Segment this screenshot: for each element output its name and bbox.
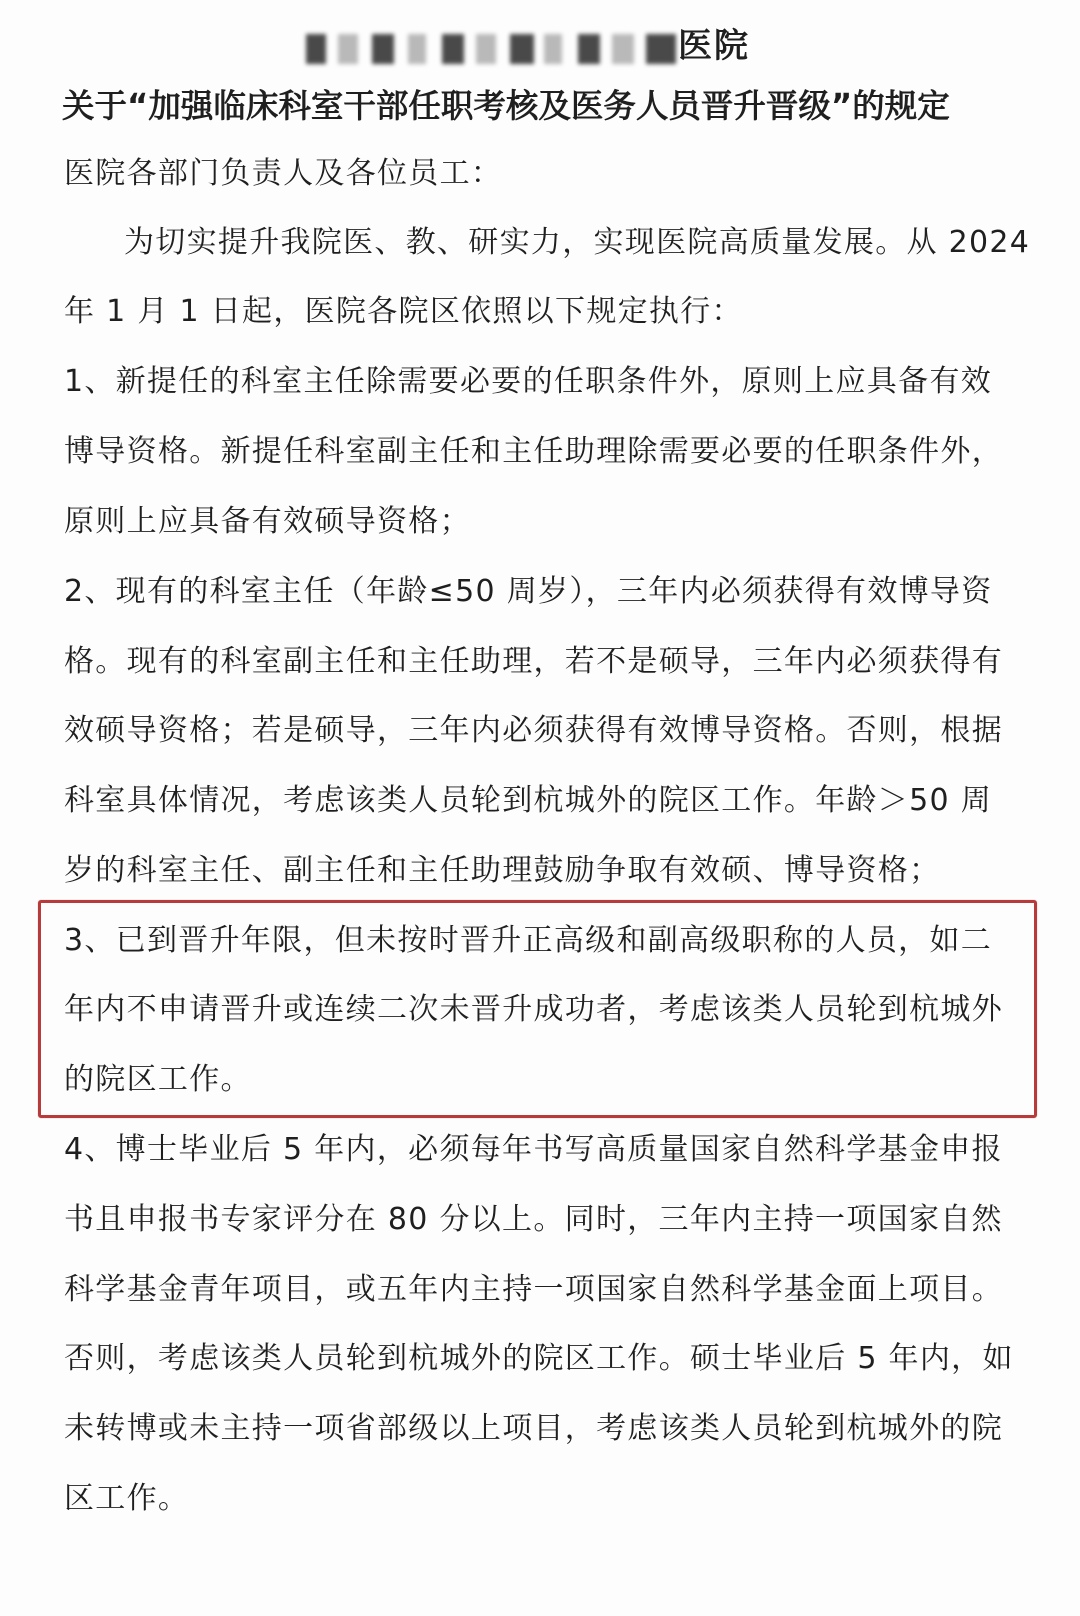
- redacted-text: [442, 34, 464, 64]
- rule-3-line: 的院区工作。: [64, 1062, 252, 1097]
- intro-line: 年 1 月 1 日起，医院各院区依照以下规定执行：: [64, 294, 743, 329]
- document-title: 关于“加强临床科室干部任职考核及医务人员晋升晋级”的规定: [62, 87, 950, 125]
- rule-1-line: 博导资格。新提任科室副主任和主任助理除需要必要的任职条件外，: [64, 434, 1003, 469]
- redacted-text: [544, 34, 562, 64]
- redacted-text: [646, 34, 676, 64]
- document-header: [0, 14, 1080, 72]
- rule-4-line: 书且申报书专家评分在 80 分以上。同时，三年内主持一项国家自然: [64, 1202, 1003, 1237]
- rule-3-line: 年内不申请晋升或连续二次未晋升成功者，考虑该类人员轮到杭城外: [64, 992, 1003, 1027]
- redacted-text: [306, 34, 326, 64]
- institution-name-visible: 医院: [678, 26, 750, 66]
- intro-line: 为切实提升我院医、教、研实力，实现医院高质量发展。从 2024: [124, 225, 1031, 260]
- redacted-text: [612, 34, 634, 64]
- salutation: 医院各部门负责人及各位员工：: [64, 156, 503, 191]
- redacted-text: [338, 34, 358, 64]
- redacted-text: [578, 34, 600, 64]
- rule-2-line: 效硕导资格；若是硕导，三年内必须获得有效博导资格。否则，根据: [64, 713, 1003, 748]
- rule-3-line: 3、已到晋升年限，但未按时晋升正高级和副高级职称的人员，如二: [64, 923, 993, 958]
- rule-1-line: 1、新提任的科室主任除需要必要的任职条件外，原则上应具备有效: [64, 364, 993, 399]
- redacted-text: [408, 34, 426, 64]
- redacted-text: [372, 34, 394, 64]
- rule-2-line: 科室具体情况，考虑该类人员轮到杭城外的院区工作。年龄＞50 周: [64, 783, 993, 818]
- rule-1-line: 原则上应具备有效硕导资格；: [64, 504, 471, 539]
- rule-4-line: 4、博士毕业后 5 年内，必须每年书写高质量国家自然科学基金申报: [64, 1132, 1003, 1167]
- rule-2-line: 岁的科室主任、副主任和主任助理鼓励争取有效硕、博导资格；: [64, 853, 941, 888]
- redacted-text: [476, 34, 496, 64]
- rule-4-line: 区工作。: [64, 1481, 190, 1516]
- rule-2-line: 格。现有的科室副主任和主任助理，若不是硕导，三年内必须获得有: [64, 644, 1003, 679]
- rule-4-line: 科学基金青年项目，或五年内主持一项国家自然科学基金面上项目。: [64, 1272, 1003, 1307]
- rule-4-line: 未转博或未主持一项省部级以上项目，考虑该类人员轮到杭城外的院: [64, 1411, 1003, 1446]
- redacted-text: [510, 34, 534, 64]
- rule-4-line: 否则，考虑该类人员轮到杭城外的院区工作。硕士毕业后 5 年内，如: [64, 1341, 1014, 1376]
- rule-2-line: 2、现有的科室主任（年龄≤50 周岁），三年内必须获得有效博导资: [64, 574, 993, 609]
